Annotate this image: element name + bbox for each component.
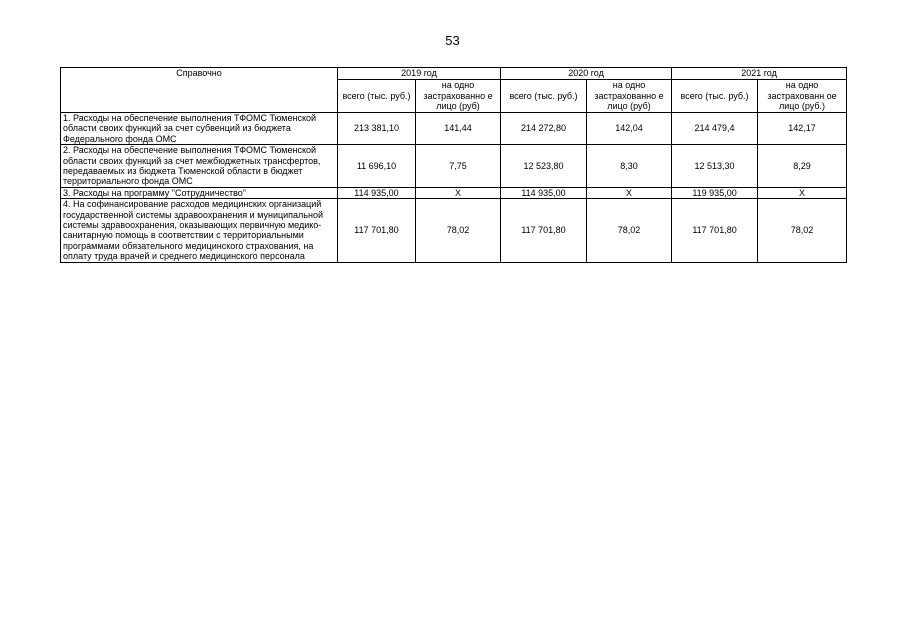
cell-per-person-2020: 8,30 <box>587 145 672 188</box>
cell-per-person-2021: Х <box>758 187 847 198</box>
year-header-2021: 2021 год <box>672 68 847 80</box>
cell-total-2021: 119 935,00 <box>672 187 758 198</box>
cell-total-2021: 12 513,30 <box>672 145 758 188</box>
cell-total-2020: 12 523,80 <box>501 145 587 188</box>
row-label: 4. На софинансирование расходов медицинских организаций государственной системы здравоохранения и муниципальной системы здравоохранения, оказывающих первичную медико-санитарную помощь в соответствии с территориальными программами обязательного медицинского страхования, на оплату труда врачей и среднего медицинского персонала <box>61 199 338 262</box>
cell-per-person-2020: Х <box>587 187 672 198</box>
row-label: 1. Расходы на обеспечение выполнения ТФОМС Тюменской области своих функций за счет субвенций из бюджета Федерального фонда ОМС <box>61 113 338 145</box>
cell-total-2021: 214 479,4 <box>672 113 758 145</box>
cell-total-2019: 117 701,80 <box>338 199 416 262</box>
cell-total-2020: 117 701,80 <box>501 199 587 262</box>
table-row <box>61 187 847 198</box>
row-label: 2. Расходы на обеспечение выполнения ТФОМС Тюменской области своих функций за счет межбюджетных трансфертов, передаваемых из бюджета Тюменской области в бюджет территориального фонда ОМС <box>61 145 338 188</box>
cell-per-person-2019: 141,44 <box>416 113 501 145</box>
table-row <box>61 113 847 145</box>
year-header-row <box>61 68 847 80</box>
table-row <box>61 145 847 188</box>
cell-per-person-2020: 142,04 <box>587 113 672 145</box>
subheader-total-2020: всего (тыс. руб.) <box>501 80 587 113</box>
cell-total-2019: 114 935,00 <box>338 187 416 198</box>
year-header-2020: 2020 год <box>501 68 672 80</box>
cell-total-2019: 213 381,10 <box>338 113 416 145</box>
cell-per-person-2019: 78,02 <box>416 199 501 262</box>
year-header-2019: 2019 год <box>338 68 501 80</box>
cell-total-2020: 114 935,00 <box>501 187 587 198</box>
page-number: 53 <box>445 33 460 48</box>
cell-per-person-2019: 7,75 <box>416 145 501 188</box>
subheader-total-2019: всего (тыс. руб.) <box>338 80 416 113</box>
cell-per-person-2021: 142,17 <box>758 113 847 145</box>
reference-table <box>60 67 847 263</box>
cell-per-person-2019: Х <box>416 187 501 198</box>
cell-per-person-2021: 8,29 <box>758 145 847 188</box>
subheader-per-person-2019: на одно застрахованно е лицо (руб) <box>416 80 501 113</box>
cell-per-person-2021: 78,02 <box>758 199 847 262</box>
cell-total-2021: 117 701,80 <box>672 199 758 262</box>
row-label: 3. Расходы на программу "Сотрудничество" <box>61 187 338 198</box>
subheader-per-person-2020: на одно застрахованно е лицо (руб) <box>587 80 672 113</box>
subheader-total-2021: всего (тыс. руб.) <box>672 80 758 113</box>
subheader-per-person-2021: на одно застрахованн ое лицо (руб.) <box>758 80 847 113</box>
cell-total-2019: 11 696,10 <box>338 145 416 188</box>
corner-header <box>61 68 338 113</box>
cell-total-2020: 214 272,80 <box>501 113 587 145</box>
corner-label: Справочно <box>176 68 222 78</box>
cell-per-person-2020: 78,02 <box>587 199 672 262</box>
table-row <box>61 199 847 262</box>
